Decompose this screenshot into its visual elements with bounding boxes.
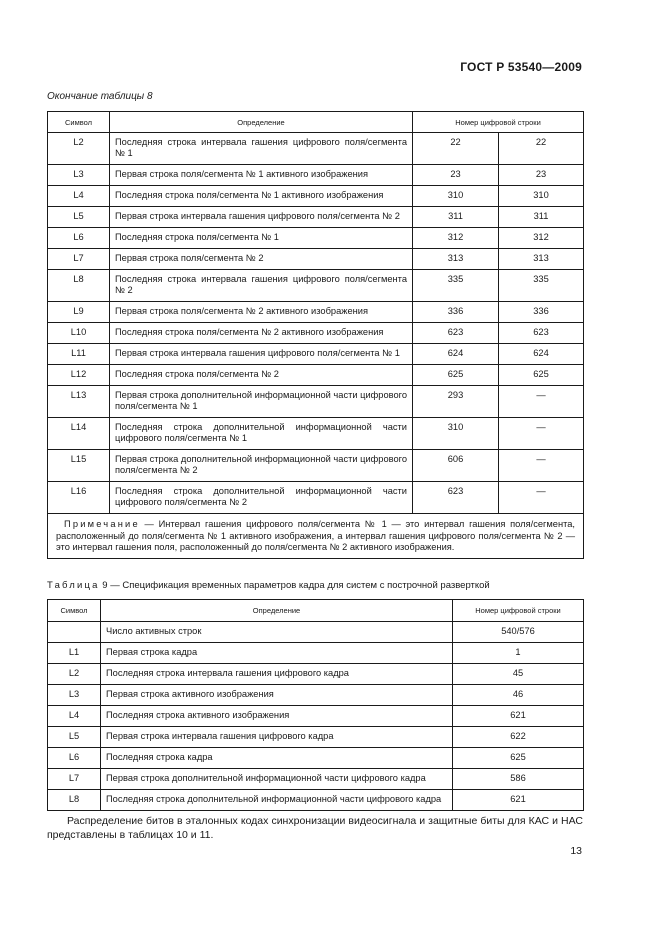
row-line-number: 45: [453, 664, 584, 685]
table-row: [48, 643, 584, 664]
row-line-number-2: 22: [499, 133, 584, 165]
row-line-number-1: 623: [413, 323, 499, 344]
table-row: [48, 664, 584, 685]
row-line-number: 586: [453, 769, 584, 790]
table-row: [48, 207, 584, 228]
table-row: [48, 622, 584, 643]
row-line-number-1: 23: [413, 165, 499, 186]
row-line-number-1: 313: [413, 249, 499, 270]
row-definition: Последняя строка интервала гашения цифрового поля/сегмента № 1: [110, 133, 413, 165]
row-symbol: L7: [48, 769, 101, 790]
row-line-number-2: 310: [499, 186, 584, 207]
row-line-number-2: —: [499, 482, 584, 514]
note-text: — Интервал гашения цифрового поля/сегмента № 1 — это интервал гашения поля/сегмента, расположенный до поля/сегмента № 1 активного изображения, а интервал гашения цифрового поля/сегмента № 2 — это интервал гашения поля, расположенный до поля/сегмента № 2 активного изображения.: [56, 519, 576, 552]
row-line-number-2: —: [499, 418, 584, 450]
row-definition: Последняя строка поля/сегмента № 1 активного изображения: [110, 186, 413, 207]
row-line-number: 621: [453, 706, 584, 727]
row-line-number-1: 311: [413, 207, 499, 228]
row-line-number-1: 336: [413, 302, 499, 323]
row-symbol: L8: [48, 270, 110, 302]
table9-title-text: 9 — Спецификация временных параметров кадра для систем с построчной разверткой: [99, 580, 490, 591]
row-symbol: L11: [48, 344, 110, 365]
row-line-number-2: —: [499, 386, 584, 418]
row-line-number-2: 313: [499, 249, 584, 270]
row-definition: Первая строка интервала гашения цифрового кадра: [101, 727, 453, 748]
row-definition: Первая строка поля/сегмента № 2: [110, 249, 413, 270]
row-line-number-1: 310: [413, 418, 499, 450]
row-definition: Первая строка поля/сегмента № 1 активного изображения: [110, 165, 413, 186]
row-definition: Число активных строк: [101, 622, 453, 643]
table-row: [48, 344, 584, 365]
row-line-number: 625: [453, 748, 584, 769]
table-row: [48, 165, 584, 186]
row-definition: Первая строка поля/сегмента № 2 активного изображения: [110, 302, 413, 323]
row-line-number-1: 293: [413, 386, 499, 418]
row-line-number-2: 335: [499, 270, 584, 302]
row-definition: Первая строка активного изображения: [101, 685, 453, 706]
table9-body: [48, 622, 584, 811]
table-row: [48, 790, 584, 811]
row-definition: Первая строка дополнительной информационной части цифрового поля/сегмента № 2: [110, 450, 413, 482]
row-definition: Последняя строка активного изображения: [101, 706, 453, 727]
table-row: [48, 365, 584, 386]
row-symbol: L6: [48, 228, 110, 249]
table-row: [48, 302, 584, 323]
table9-header-line-number: Номер цифровой строки: [453, 600, 584, 622]
row-symbol: L4: [48, 186, 110, 207]
row-symbol: L5: [48, 727, 101, 748]
row-definition: Последняя строка поля/сегмента № 1: [110, 228, 413, 249]
row-line-number-2: 23: [499, 165, 584, 186]
table-row: [48, 228, 584, 249]
row-line-number-1: 623: [413, 482, 499, 514]
table-row: [48, 450, 584, 482]
row-symbol: L10: [48, 323, 110, 344]
row-definition: Первая строка дополнительной информационной части цифрового кадра: [101, 769, 453, 790]
table8-note-row: [48, 514, 584, 559]
row-symbol: L14: [48, 418, 110, 450]
row-definition: Первая строка интервала гашения цифрового поля/сегмента № 2: [110, 207, 413, 228]
body-paragraph: Распределение битов в эталонных кодах синхронизации видеосигнала и защитные биты для КАС и НАС представлены в таблицах 10 и 11.: [47, 815, 583, 841]
table-row: [48, 386, 584, 418]
row-definition: Последняя строка дополнительной информационной части цифрового поля/сегмента № 1: [110, 418, 413, 450]
row-line-number: 622: [453, 727, 584, 748]
row-line-number-1: 335: [413, 270, 499, 302]
table9-header-row: [48, 600, 584, 622]
row-symbol: L6: [48, 748, 101, 769]
row-line-number-2: 312: [499, 228, 584, 249]
row-symbol: L3: [48, 685, 101, 706]
table-row: [48, 706, 584, 727]
note-label: Примечание: [64, 519, 140, 529]
table8-header-definition: Определение: [110, 112, 413, 133]
table9-label: Таблица: [47, 580, 100, 591]
row-line-number-2: 624: [499, 344, 584, 365]
table-row: [48, 249, 584, 270]
row-definition: Последняя строка интервала гашения цифрового поля/сегмента № 2: [110, 270, 413, 302]
row-symbol: L15: [48, 450, 110, 482]
table9-header-symbol: Символ: [48, 600, 101, 622]
row-definition: Последняя строка дополнительной информационной части цифрового поля/сегмента № 2: [110, 482, 413, 514]
row-symbol: L13: [48, 386, 110, 418]
table-row: [48, 769, 584, 790]
table-row: [48, 270, 584, 302]
row-line-number-2: —: [499, 450, 584, 482]
row-symbol: L3: [48, 165, 110, 186]
row-definition: Последняя строка дополнительной информационной части цифрового кадра: [101, 790, 453, 811]
page-number: 13: [570, 845, 582, 857]
row-symbol: [48, 622, 101, 643]
table8-header-symbol: Символ: [48, 112, 110, 133]
row-line-number-1: 624: [413, 344, 499, 365]
row-symbol: L2: [48, 664, 101, 685]
row-definition: Последняя строка поля/сегмента № 2 активного изображения: [110, 323, 413, 344]
table-row: [48, 482, 584, 514]
row-definition: Первая строка интервала гашения цифрового поля/сегмента № 1: [110, 344, 413, 365]
row-symbol: L5: [48, 207, 110, 228]
row-symbol: L16: [48, 482, 110, 514]
table9-title: [47, 580, 490, 591]
row-line-number-1: 606: [413, 450, 499, 482]
table-8: [47, 111, 584, 559]
row-line-number-1: 625: [413, 365, 499, 386]
table-row: [48, 727, 584, 748]
row-line-number-2: 311: [499, 207, 584, 228]
row-symbol: L1: [48, 643, 101, 664]
row-symbol: L2: [48, 133, 110, 165]
row-symbol: L12: [48, 365, 110, 386]
row-line-number: 1: [453, 643, 584, 664]
row-line-number-1: 22: [413, 133, 499, 165]
table8-note: [48, 514, 584, 559]
table8-caption: Окончание таблицы 8: [47, 91, 153, 102]
table8-header-row: [48, 112, 584, 133]
row-line-number: 621: [453, 790, 584, 811]
row-line-number: 540/576: [453, 622, 584, 643]
row-line-number-2: 625: [499, 365, 584, 386]
table8-body: [48, 133, 584, 514]
table-row: [48, 685, 584, 706]
row-symbol: L9: [48, 302, 110, 323]
row-definition: Первая строка кадра: [101, 643, 453, 664]
table-row: [48, 133, 584, 165]
row-line-number-1: 312: [413, 228, 499, 249]
row-symbol: L8: [48, 790, 101, 811]
document-code: ГОСТ Р 53540—2009: [460, 60, 582, 74]
row-symbol: L4: [48, 706, 101, 727]
table8-header-line-number: Номер цифровой строки: [413, 112, 584, 133]
row-definition: Последняя строка кадра: [101, 748, 453, 769]
row-line-number-2: 336: [499, 302, 584, 323]
table-row: [48, 323, 584, 344]
row-definition: Последняя строка поля/сегмента № 2: [110, 365, 413, 386]
row-definition: Первая строка дополнительной информационной части цифрового поля/сегмента № 1: [110, 386, 413, 418]
table-row: [48, 186, 584, 207]
row-definition: Последняя строка интервала гашения цифрового кадра: [101, 664, 453, 685]
table-row: [48, 748, 584, 769]
row-line-number-1: 310: [413, 186, 499, 207]
table-row: [48, 418, 584, 450]
table9-header-definition: Определение: [101, 600, 453, 622]
row-symbol: L7: [48, 249, 110, 270]
table-9: [47, 599, 584, 811]
row-line-number-2: 623: [499, 323, 584, 344]
row-line-number: 46: [453, 685, 584, 706]
